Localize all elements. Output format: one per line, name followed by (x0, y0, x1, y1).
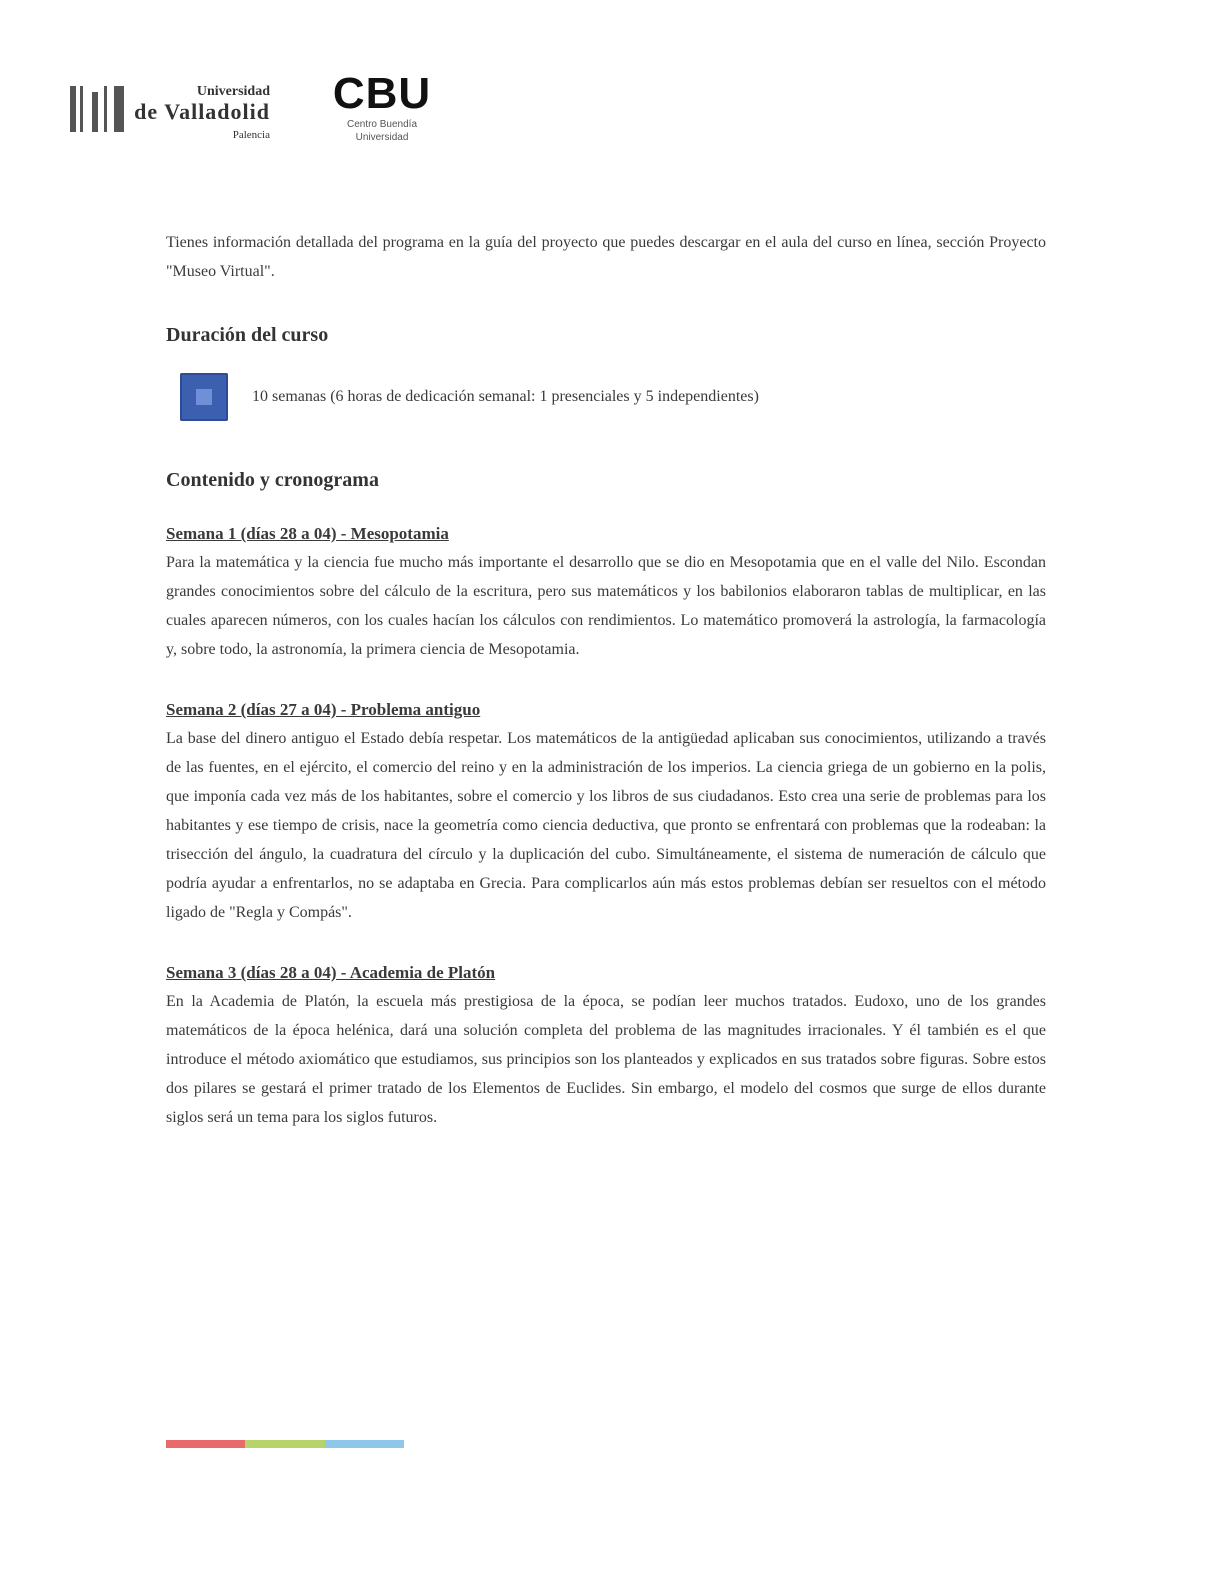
footer-bar-green (245, 1440, 324, 1448)
logo-bars-icon (70, 86, 128, 132)
cbu-logo-sub1: Centro Buendía (346, 119, 418, 130)
footer-bar-red (166, 1440, 245, 1448)
week-section (166, 520, 1046, 664)
week-section (166, 959, 1046, 1132)
cbu-logo-sub2: Universidad (355, 132, 409, 143)
cbu-logo-text: CBU (332, 69, 432, 118)
intro-paragraph: Tienes información detallada del programa en la guía del proyecto que puedes descargar en el aula del curso en línea, sección Proyecto "Museo Virtual". (166, 234, 1046, 280)
week-body: Para la matemática y la ciencia fue mucho más importante el desarrollo que se dio en Mesopotamia que en el valle del Nilo. Escondan grandes conocimientos sobre del cálculo de la escritura, pero sus matemáticos y los babilonios elaboraron tablas de multiplicar, en las cuales aparecen números, con los cuales hacían los cálculos con rendimientos. Lo matemático promoverá la astrología, la farmacología y, sobre todo, la astronomía, la primera ciencia de Mesopotamia. (166, 554, 1046, 658)
footer-color-bar (166, 1440, 404, 1448)
cbu-logo (332, 70, 432, 170)
university-logo (70, 78, 270, 158)
duracion-row (166, 373, 1046, 425)
week-title: Semana 2 (días 27 a 04) - Problema antiguo (166, 700, 481, 719)
footer-bar-blue (325, 1440, 404, 1448)
week-body: La base del dinero antiguo el Estado debía respetar. Los matemáticos de la antigüedad aplicaban sus conocimientos, utilizando a través de las fuentes, en el ejército, el comercio del reino y en la administración de los imperios. La ciencia griega de un gobierno en la polis, que imponía cada vez más de los habitantes, sobre el comercio y los libros de sus ciudadanos. Esto crea una serie de problemas para los habitantes y ese tiempo de crisis, nace la geometría como ciencia deductiva, que pronto se enfrentará con problemas que la rodeaban: la trisección del ángulo, la cuadratura del círculo y la duplicación del cubo. Simultáneamente, el sistema de numeración de cálculo que podría ayudar a enfrentarlos, no se adaptaba en Grecia. Para complicarlos aún más estos problemas debían ser resueltos con el método ligado de "Regla y Compás". (166, 730, 1046, 921)
duracion-text: 10 semanas (6 horas de dedicación semanal: 1 presenciales y 5 independientes) (252, 388, 759, 405)
week-body: En la Academia de Platón, la escuela más prestigiosa de la época, se podían leer muchos tratados. Eudoxo, uno de los grandes matemáticos de la época helénica, dará una solución completa del problema de las magnitudes irracionales. Y él también es el que introduce el método axiomático que estudiamos, sus principios son los planteados y explicados en sus tratados sobre figuras. Sobre estos dos pilares se gestará el primer tratado de los Elementos de Euclides. Sin embargo, el modelo del cosmos que surge de ellos durante siglos será un tema para los siglos futuros. (166, 993, 1046, 1126)
logo-left-line2: de Valladolid (134, 99, 270, 124)
week-title: Semana 1 (días 28 a 04) - Mesopotamia (166, 524, 449, 543)
week-title: Semana 3 (días 28 a 04) - Academia de Platón (166, 963, 496, 982)
week-section (166, 696, 1046, 927)
duracion-heading: Duración del curso (166, 324, 329, 346)
contenido-heading: Contenido y cronograma (166, 469, 379, 491)
logo-left-line1: Universidad (196, 84, 270, 99)
header (70, 70, 450, 170)
logo-left-line3: Palencia (232, 129, 270, 141)
document-body (166, 228, 1046, 1132)
calendar-icon (180, 373, 228, 421)
